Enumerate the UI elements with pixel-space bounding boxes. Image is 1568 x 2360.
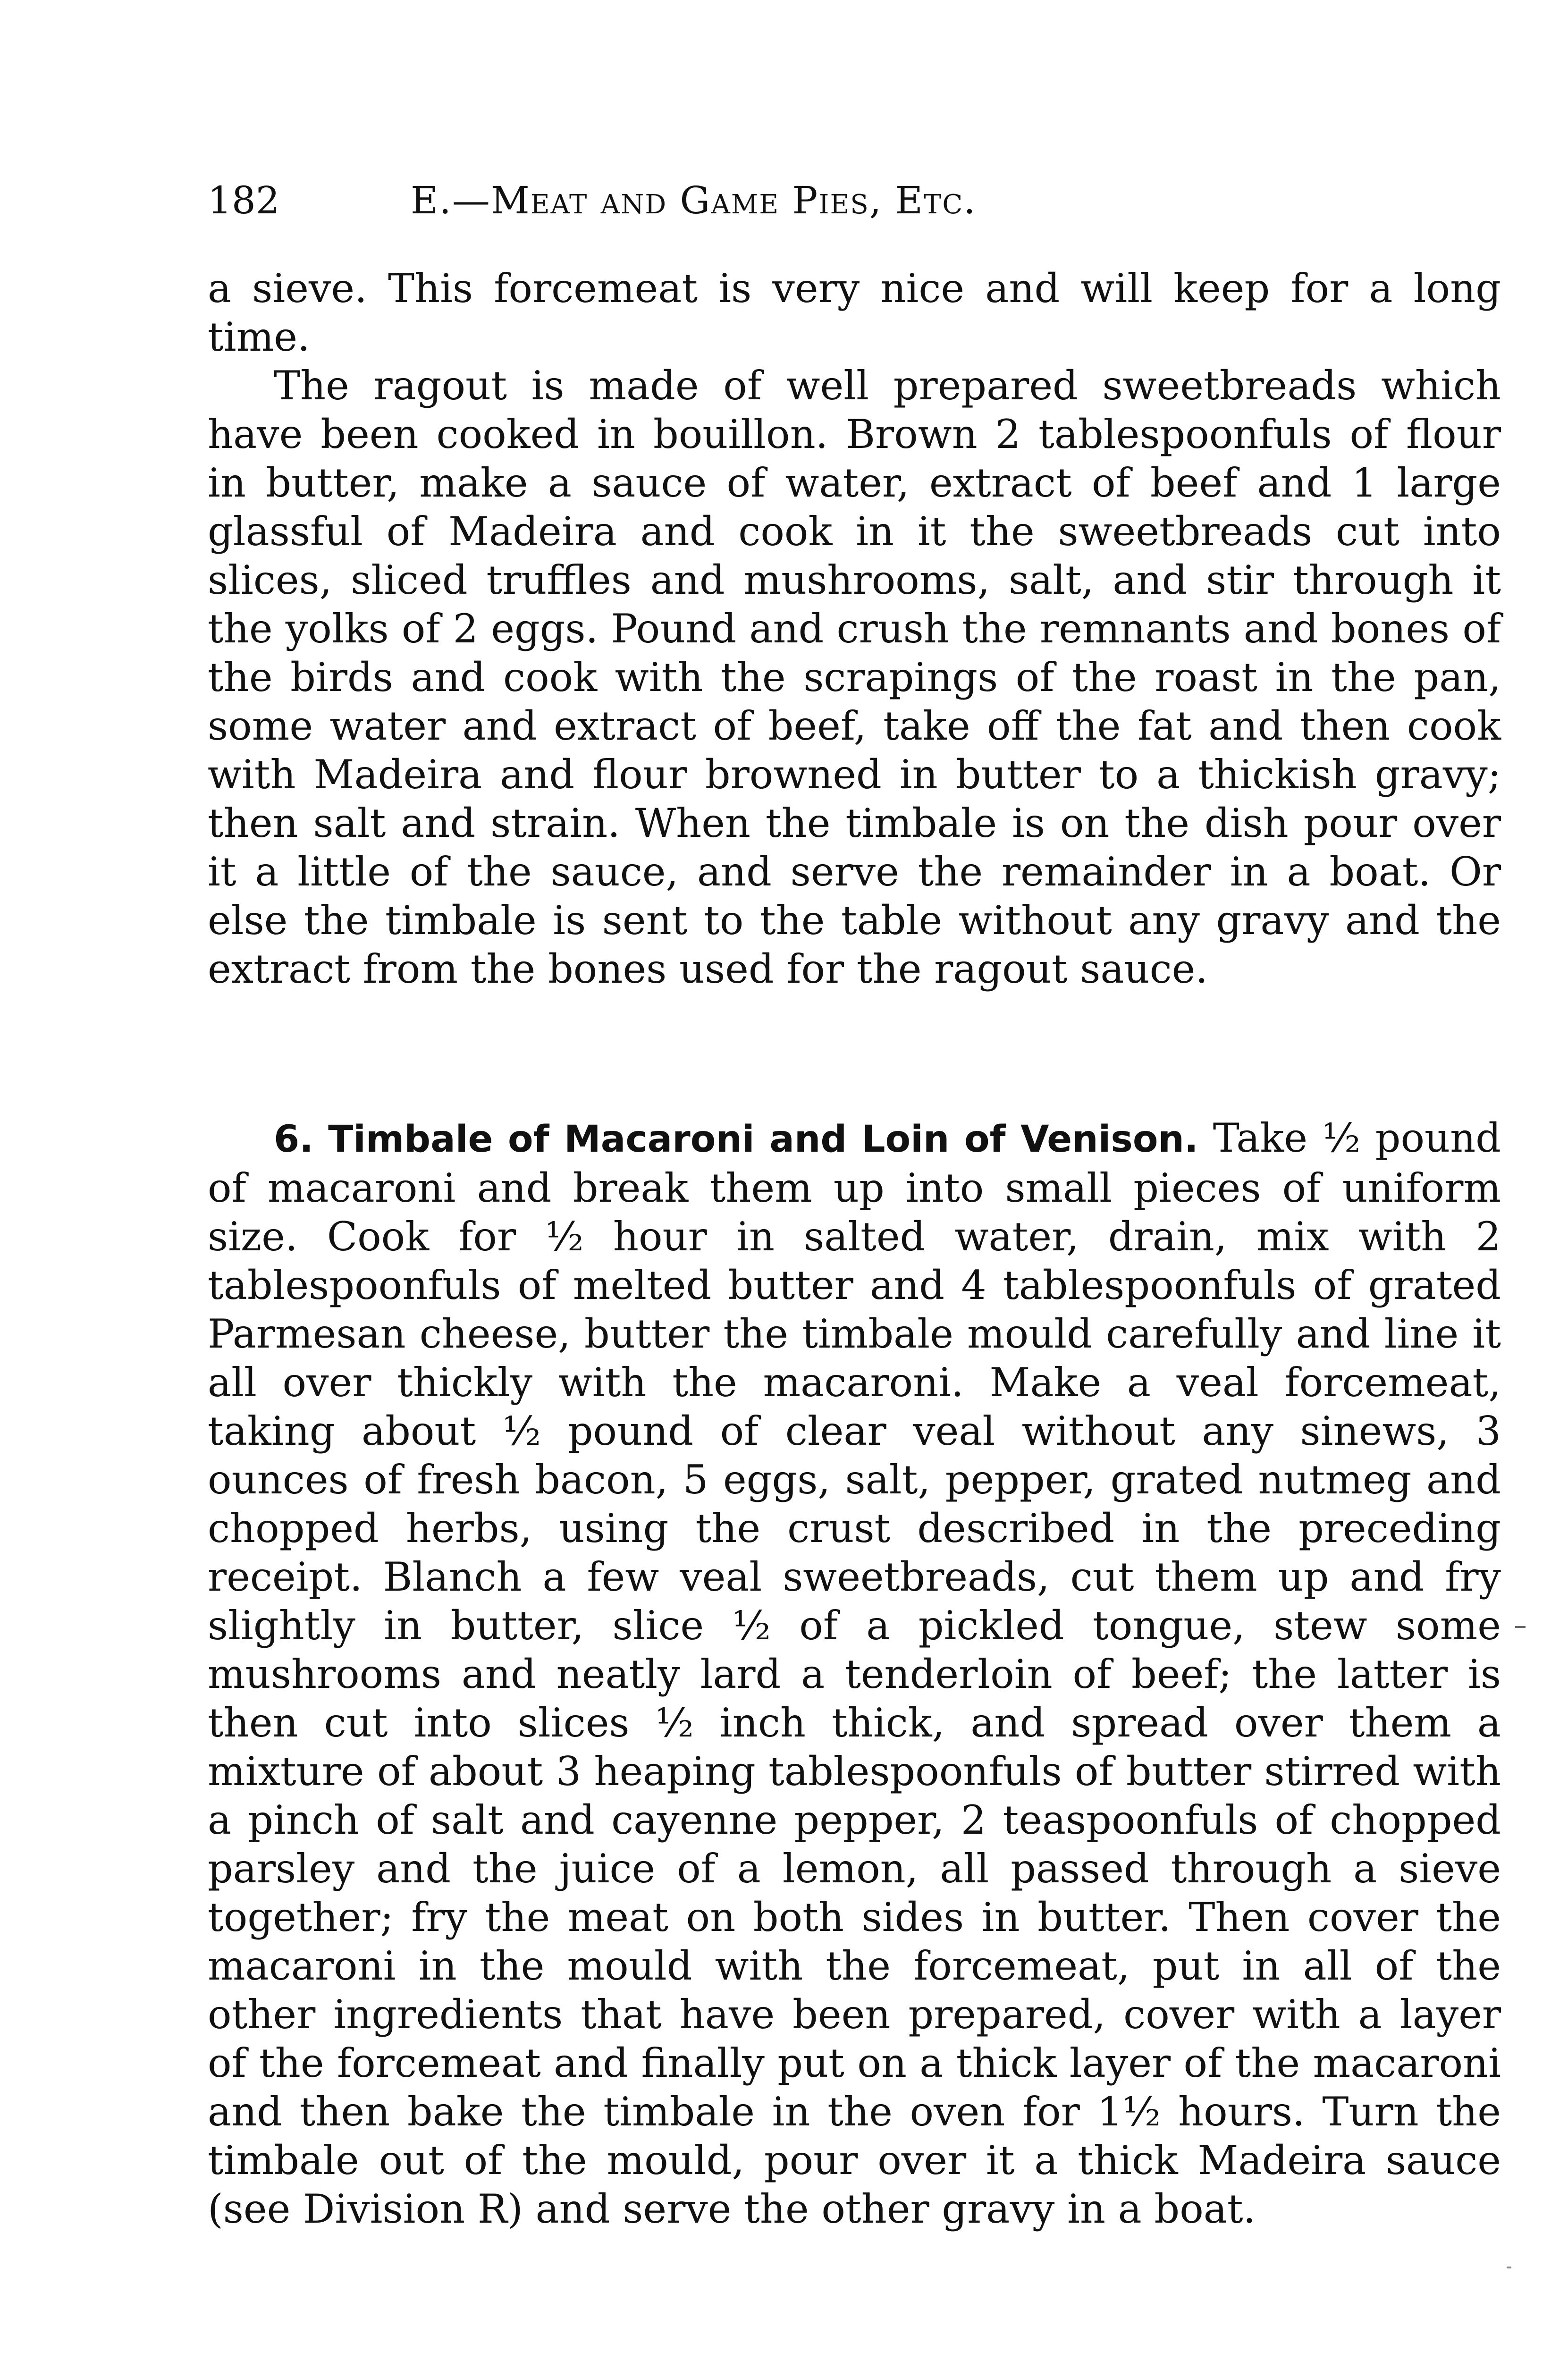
recipe-number: 6. (274, 1118, 313, 1161)
recipe-paragraph (208, 1114, 1501, 2234)
page-header (208, 175, 1506, 227)
recipe-title: Timbale of Macaroni and Loin of Venison. (328, 1118, 1198, 1161)
margin-mark-bottom (1507, 2267, 1511, 2268)
paragraph-ragout: The ragout is made of well prepared sweetbreads which have been cooked in bouillon. Brown 2 tablespoonfuls of flour in butter, make a sauce of water, extract of beef and 1 large glassful of Madeira and cook in it the sweetbreads cut into slices, sliced truffles and mushrooms, salt, and stir through it the yolks of 2 eggs. Pound and crush the remnants and bones of the birds and cook with the scrapings of the roast in the pan, some water and extract of beef, take off the fat and then cook with Madeira and flour browned in butter to a thickish gravy; then salt and strain. When the timbale is on the dish pour over it a little of the sauce, and serve the remainder in a boat. Or else the timbale is sent to the table without any gravy and the extract from the bones used for the ragout sauce. (208, 362, 1501, 992)
margin-mark (1515, 1626, 1526, 1628)
recipe-body: Take ½ pound of macaroni and break them up into small pieces of uniform size. Cook for ½ hour in salted water, drain, mix with 2 tablespoonfuls of melted butter and 4 tablespoonfuls of grated Parmesan cheese, butter the timbale mould carefully and line it all over thickly with the macaroni. Make a veal forcemeat, taking about ½ pound of clear veal without any sinews, 3 ounces of fresh bacon, 5 eggs, salt, pepper, grated nutmeg and chopped herbs, using the crust described in the preceding receipt. Blanch a few veal sweetbreads, cut them up and fry slightly in butter, slice ½ of a pickled tongue, stew some mushrooms and neatly lard a tenderloin of beef; the latter is then cut into slices ½ inch thick, and spread over them a mixture of about 3 heaping tablespoonfuls of butter stirred with a pinch of salt and cayenne pepper, 2 teaspoonfuls of chopped parsley and the juice of a lemon, all passed through a sieve together; fry the meat on both sides in butter. Then cover the macaroni in the mould with the forcemeat, put in all of the other ingredients that have been prepared, cover with a layer of the forcemeat and finally put on a thick layer of the macaroni and then bake the timbale in the oven for 1½ hours. Turn the timbale out of the mould, pour over it a thick Madeira sauce (see Division R) and serve the other gravy in a boat. (208, 1115, 1501, 2232)
paragraph-continuation: a sieve. This forcemeat is very nice and will keep for a long time. (208, 265, 1501, 360)
continued-text (208, 264, 1501, 994)
running-head: E.—Meat and Game Pies, Etc. (411, 178, 977, 222)
recipe-section (208, 1114, 1501, 2234)
page-number: 182 (208, 178, 280, 222)
